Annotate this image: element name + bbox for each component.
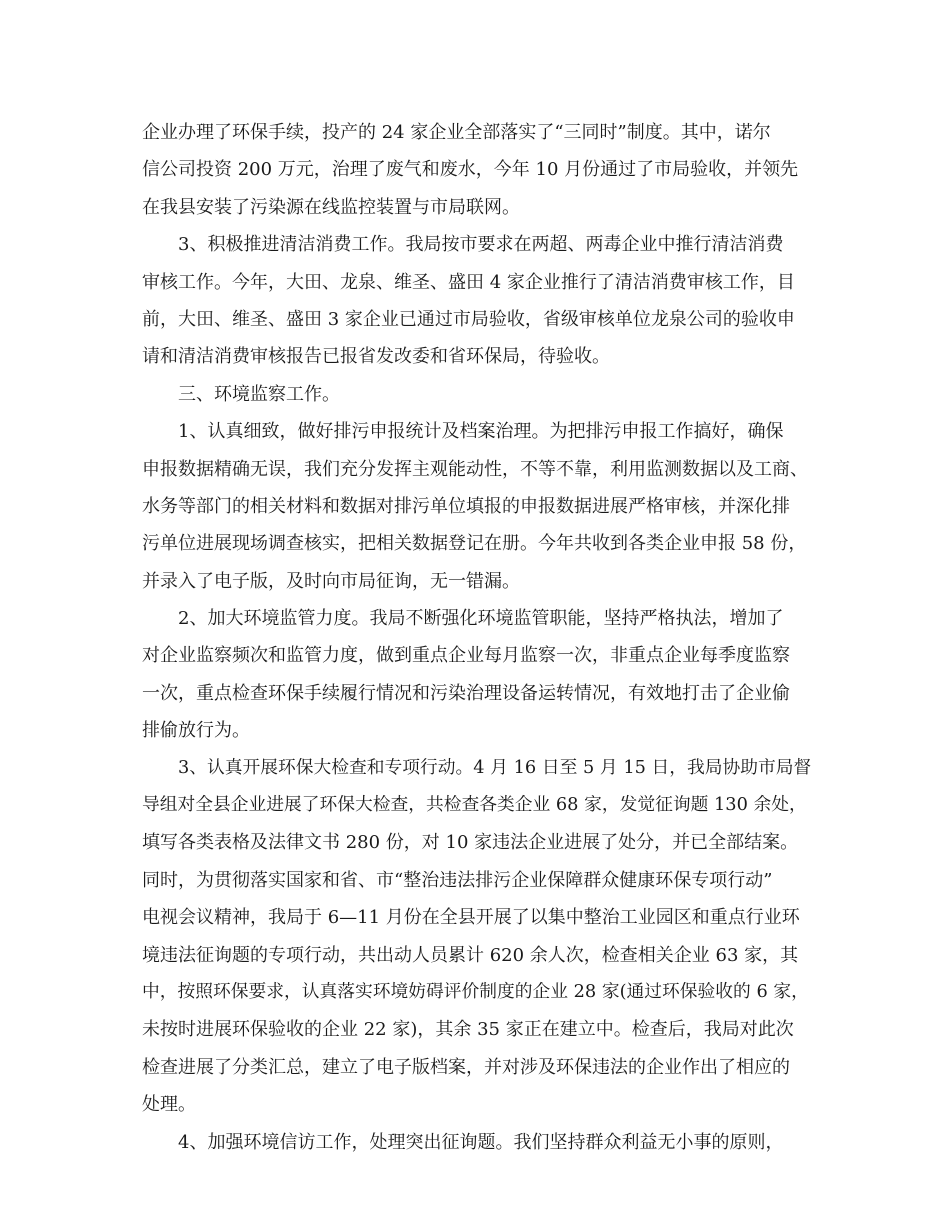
text-line: 污单位进展现场调查核实，把相关数据登记在册。今年共收到各类企业申报 58 份， xyxy=(142,533,807,555)
text-line: 排偷放行为。 xyxy=(142,720,250,742)
text-line: 对企业监察频次和监管力度，做到重点企业每月监察一次，非重点企业每季度监察 xyxy=(142,645,790,667)
document-body xyxy=(142,114,812,1161)
paragraph-first-line: 三、环境监察工作。 xyxy=(178,383,340,405)
text-line: 同时，为贯彻落实国家和省、市“整治违法排污企业保障群众健康环保专项行动” xyxy=(142,869,773,891)
text-line: 未按时进展环保验收的企业 22 家)，其余 35 家正在建立中。检查后，我局对此次 xyxy=(142,1019,794,1041)
paragraph-first-line: 4、加强环境信访工作，处理突出征询题。我们坚持群众利益无小事的原则， xyxy=(178,1131,784,1153)
text-line: 处理。 xyxy=(142,1094,196,1116)
text-line: 填写各类表格及法律文书 280 份，对 10 家违法企业进展了处分，并已全部结案。 xyxy=(142,832,799,854)
text-line: 审核工作。今年，大田、龙泉、维圣、盛田 4 家企业推行了清洁消费审核工作，目 xyxy=(142,271,795,293)
text-line: 并录入了电子版，及时向市局征询，无一错漏。 xyxy=(142,570,520,592)
paragraph-first-line: 2、加大环境监管力度。我局不断强化环境监管职能，坚持严格执法，增加了 xyxy=(178,608,784,630)
paragraph-first-line: 3、积极推进清洁消费工作。我局按市要求在两超、两毒企业中推行清洁消费 xyxy=(178,234,784,256)
text-line: 企业办理了环保手续，投产的 24 家企业全部落实了“三同时”制度。其中，诺尔 xyxy=(142,122,771,143)
text-line: 导组对全县企业进展了环保大检查，共检查各类企业 68 家，发觉征询题 130 余处， xyxy=(142,795,807,816)
text-line: 一次，重点检查环保手续履行情况和污染治理设备运转情况，有效地打击了企业偷 xyxy=(142,682,790,704)
text-line: 请和清洁消费审核报告已报省发改委和省环保局，待验收。 xyxy=(142,346,610,368)
text-line: 境违法征询题的专项行动，共出动人员累计 620 余人次，检查相关企业 63 家，其 xyxy=(142,944,799,966)
text-line: 前，大田、维圣、盛田 3 家企业已通过市局验收，省级审核单位龙泉公司的验收申 xyxy=(142,308,795,330)
text-line: 申报数据精确无误，我们充分发挥主观能动性，不等不靠，利用监测数据以及工商、 xyxy=(142,458,808,480)
text-line: 中，按照环保要求，认真落实环境妨碍评价制度的企业 28 家(通过环保验收的 6 家， xyxy=(142,981,809,1002)
paragraph-first-line: 1、认真细致，做好排污申报统计及档案治理。为把排污申报工作搞好，确保 xyxy=(178,421,784,443)
text-line: 水务等部门的相关材料和数据对排污单位填报的申报数据进展严格审核，并深化排 xyxy=(142,495,790,517)
text-line: 信公司投资 200 万元，治理了废气和废水，今年 10 月份通过了市局验收，并领先 xyxy=(142,159,799,181)
paragraph-first-line: 3、认真开展环保大检查和专项行动。4 月 16 日至 5 月 15 日，我局协助市局督 xyxy=(178,757,812,778)
text-line: 在我县安装了污染源在线监控装置与市局联网。 xyxy=(142,196,520,218)
text-line: 检查进展了分类汇总，建立了电子版档案，并对涉及环保违法的企业作出了相应的 xyxy=(142,1056,790,1078)
text-line: 电视会议精神，我局于 6—11 月份在全县开展了以集中整治工业园区和重点行业环 xyxy=(142,907,800,929)
